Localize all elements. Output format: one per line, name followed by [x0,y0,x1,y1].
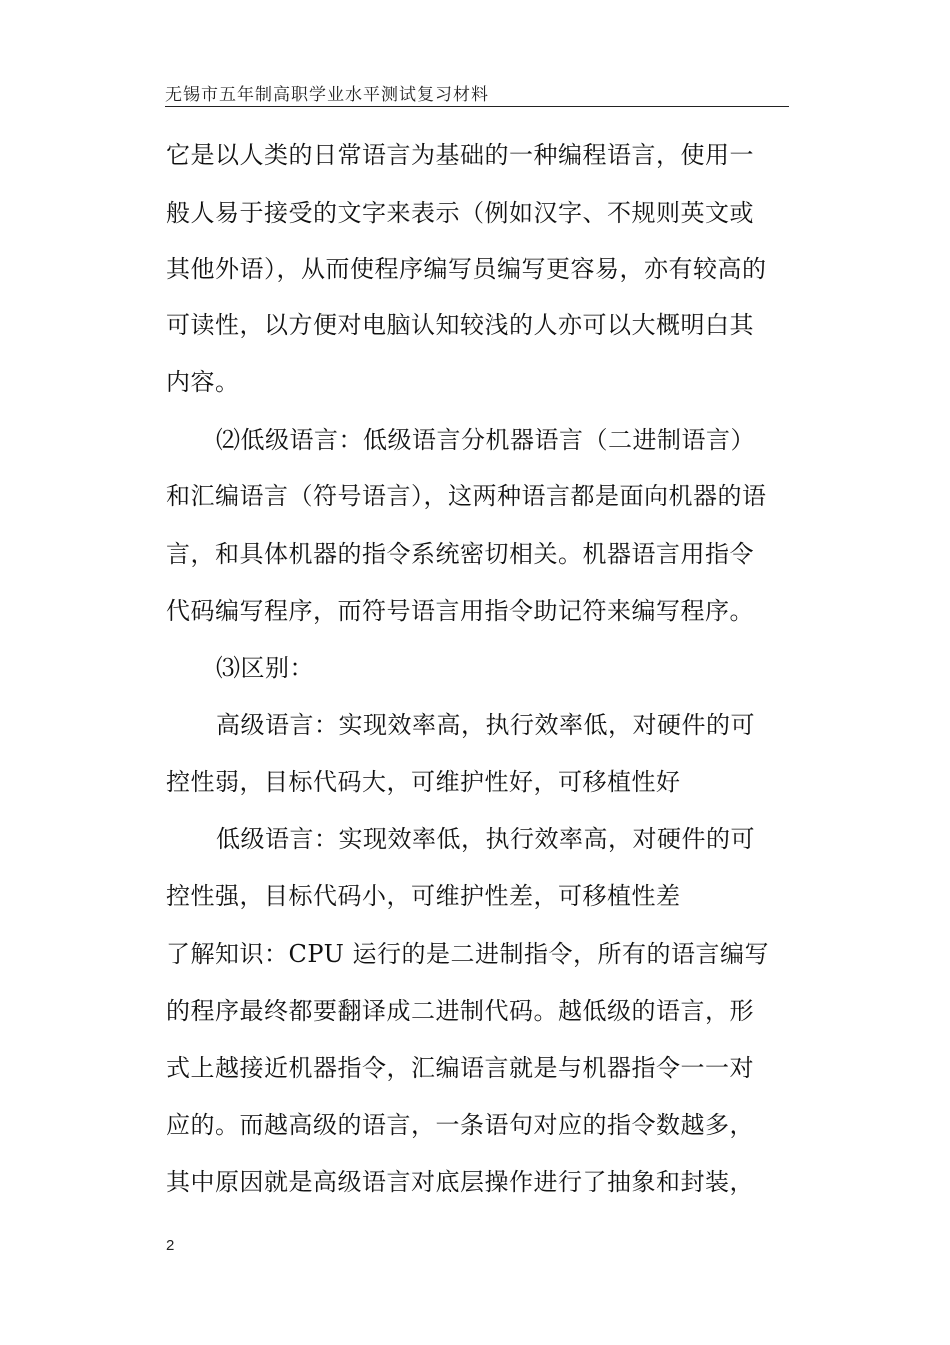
body-line: 其中原因就是高级语言对底层操作进行了抽象和封装， [166,1168,754,1196]
body-line: 般人易于接受的文字来表示（例如汉字、不规则英文或 [166,199,754,227]
body-line: 高级语言：实现效率高，执行效率低，对硬件的可 [216,711,755,739]
body-line: 言，和具体机器的指令系统密切相关。机器语言用指令 [166,540,754,568]
body-line: 式上越接近机器指令，汇编语言就是与机器指令一一对 [166,1054,754,1082]
body-line: 它是以人类的日常语言为基础的一种编程语言，使用一 [166,141,754,169]
body-line: 和汇编语言（符号语言），这两种语言都是面向机器的语 [166,482,767,510]
page-header-title: 无锡市五年制高职学业水平测试复习材料 [165,85,489,105]
body-line: ⑵低级语言：低级语言分机器语言（二进制语言） [216,426,755,454]
body-line: 代码编写程序，而符号语言用指令助记符来编写程序。 [166,597,754,625]
body-line: 控性弱，目标代码大，可维护性好，可移植性好 [166,768,681,796]
body-line: 控性强，目标代码小，可维护性差，可移植性差 [166,882,681,910]
page-number: 2 [166,1237,175,1254]
body-line: ⑶区别： [216,654,314,682]
header-divider [165,106,789,107]
body-line: 的程序最终都要翻译成二进制代码。越低级的语言，形 [166,997,754,1025]
body-line: 了解知识：CPU 运行的是二进制指令，所有的语言编写 [166,940,769,968]
body-line: 低级语言：实现效率低，执行效率高，对硬件的可 [216,825,755,853]
body-line: 内容。 [166,368,240,396]
body-line: 可读性，以方便对电脑认知较浅的人亦可以大概明白其 [166,311,754,339]
body-line: 其他外语），从而使程序编写员编写更容易，亦有较高的 [166,255,767,283]
body-line: 应的。而越高级的语言，一条语句对应的指令数越多， [166,1111,754,1139]
